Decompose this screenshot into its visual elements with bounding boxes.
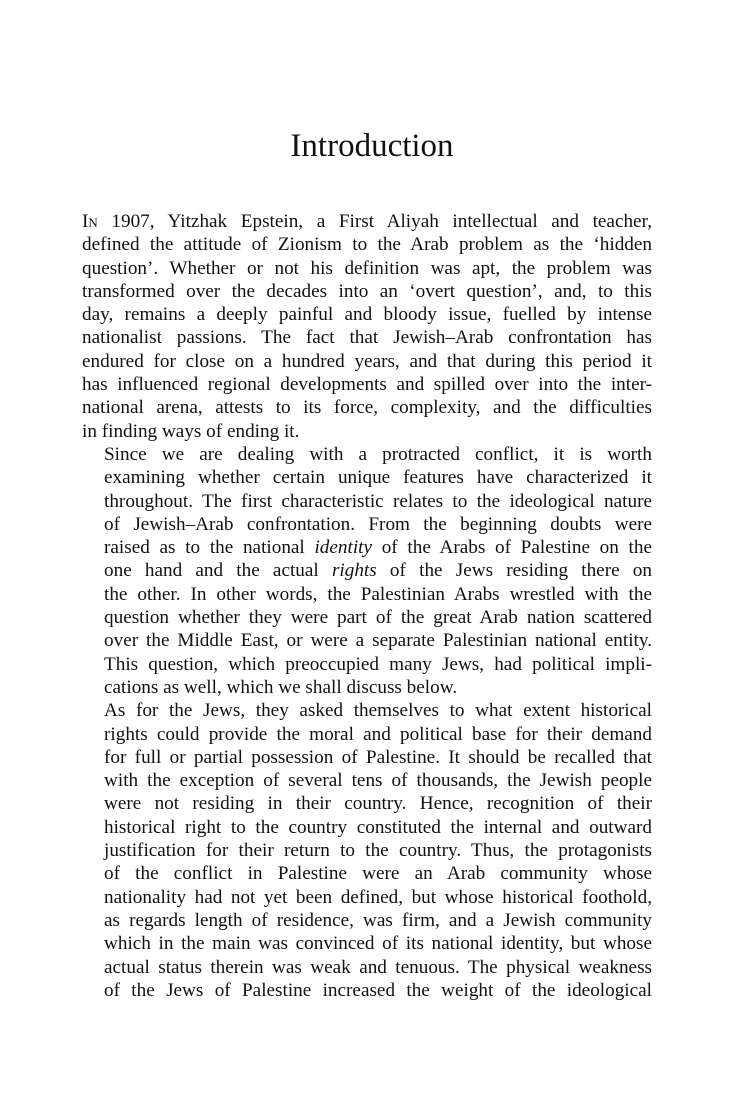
text-line: which in the main was convinced of its national identity, but whose bbox=[104, 933, 652, 955]
text-line: question’. Whether or not his definition was apt, the problem was bbox=[82, 257, 652, 279]
text-line: in finding ways of ending it. bbox=[82, 420, 300, 442]
text-line: of Jewish–Arab confrontation. From the beginning doubts were bbox=[104, 513, 652, 535]
text-line: the other. In other words, the Palestinian Arabs wrestled with the bbox=[104, 583, 652, 605]
paragraph-2 bbox=[82, 443, 652, 699]
text-line: has influenced regional developments and spilled over into the inter- bbox=[82, 374, 652, 396]
text-line: one hand and the actual rights of the Jews residing there on bbox=[104, 560, 652, 582]
text-line: as regards length of residence, was firm, and a Jewish community bbox=[104, 909, 652, 931]
text-line: Since we are dealing with a protracted conflict, it is worth bbox=[104, 443, 652, 465]
text-line: day, remains a deeply painful and bloody issue, fuelled by intense bbox=[82, 304, 652, 326]
text-line: defined the attitude of Zionism to the Arab problem as the ‘hidden bbox=[82, 234, 652, 256]
text-line: for full or partial possession of Palestine. It should be recalled that bbox=[104, 746, 652, 768]
text-line: historical right to the country constituted the internal and outward bbox=[104, 816, 652, 838]
text-line: examining whether certain unique features have characterized it bbox=[104, 467, 652, 489]
text-line: In 1907, Yitzhak Epstein, a First Aliyah intellectual and teacher, bbox=[82, 211, 652, 232]
text-line: rights could provide the moral and political base for their demand bbox=[104, 723, 652, 745]
text-line: endured for close on a hundred years, and that during this period it bbox=[82, 350, 652, 372]
emphasis-rights: rights bbox=[331, 560, 377, 582]
text-line: cations as well, which we shall discuss below. bbox=[104, 676, 458, 698]
text-line: transformed over the decades into an ‘overt question’, and, to this bbox=[82, 280, 652, 302]
paragraph-3 bbox=[82, 699, 652, 1002]
text-line: As for the Jews, they asked themselves to what extent historical bbox=[104, 700, 652, 722]
text-line: justification for their return to the country. Thus, the protagonists bbox=[104, 840, 652, 862]
chapter-title: Introduction bbox=[290, 128, 454, 164]
body-text bbox=[82, 210, 652, 1002]
text-line: of the conflict in Palestine were an Arab community whose bbox=[104, 863, 652, 885]
text-line: nationalist passions. The fact that Jewish–Arab confrontation has bbox=[82, 327, 652, 349]
text-line: This question, which preoccupied many Jews, had political impli- bbox=[104, 653, 652, 675]
emphasis-identity: identity bbox=[314, 537, 373, 559]
text-line: actual status therein was weak and tenuous. The physical weakness bbox=[104, 956, 652, 978]
text-line: were not residing in their country. Hence, recognition of their bbox=[104, 793, 652, 815]
text-line: raised as to the national identity of the Arabs of Palestine on the bbox=[104, 537, 652, 559]
text-line: nationality had not yet been defined, but whose historical foothold, bbox=[104, 886, 652, 908]
text-line: over the Middle East, or were a separate Palestinian national entity. bbox=[104, 630, 652, 652]
text-line: national arena, attests to its force, complexity, and the difficulties bbox=[82, 397, 652, 419]
small-caps-lead: In bbox=[82, 211, 98, 232]
text-line: throughout. The first characteristic relates to the ideological nature bbox=[104, 490, 652, 512]
paragraph-1 bbox=[82, 210, 652, 443]
text-line: with the exception of several tens of thousands, the Jewish people bbox=[104, 770, 652, 792]
text-line: question whether they were part of the great Arab nation scattered bbox=[104, 607, 652, 629]
text-line: of the Jews of Palestine increased the weight of the ideological bbox=[104, 979, 652, 1001]
